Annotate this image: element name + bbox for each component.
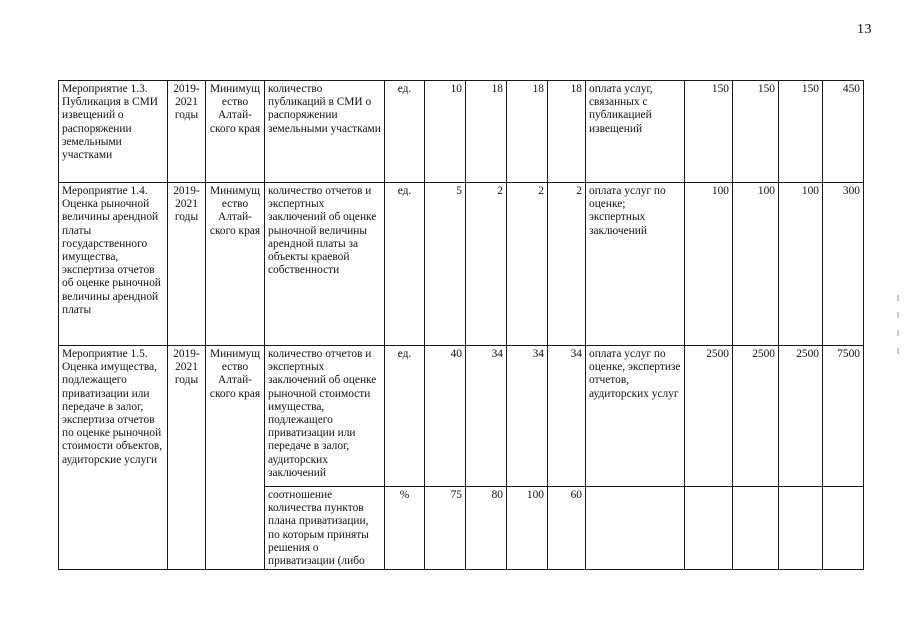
amount-cell: 100 (779, 183, 823, 346)
indicator-value-cell: 2 (466, 183, 507, 346)
table-row (59, 81, 864, 183)
executor-cell: Минимущ ество Алтай-ского края (206, 183, 265, 346)
indicator-cell: соотношение количества пунктов плана приватизации, по которым приняты решения о приватизации (либо (265, 487, 385, 570)
indicator-value-cell: 34 (466, 346, 507, 487)
amount-cell-empty (823, 487, 864, 570)
period-cell: 2019-2021 годы (168, 346, 206, 570)
indicator-value-cell: 40 (425, 346, 466, 487)
scan-mark (897, 295, 899, 301)
indicator-value-cell: 10 (425, 81, 466, 183)
scan-mark (897, 330, 899, 336)
service-cell-empty (586, 487, 685, 570)
service-cell: оплата услуг по оценке; экспертных заключений (586, 183, 685, 346)
indicator-value-cell: 60 (548, 487, 586, 570)
scan-mark (897, 348, 899, 354)
unit-cell: ед. (385, 81, 425, 183)
indicator-value-cell: 2 (507, 183, 548, 346)
measure-name-cell: Мероприятие 1.4. Оценка рыночной величины арендной платы государственного имущества, экспертиза отчетов об оценке рыночной величины арендной платы (59, 183, 168, 346)
measure-name-cell: Мероприятие 1.3. Публикация в СМИ извещений о распоряжении земельными участками (59, 81, 168, 183)
indicator-value-cell: 75 (425, 487, 466, 570)
amount-cell: 2500 (733, 346, 779, 487)
indicator-value-cell: 5 (425, 183, 466, 346)
indicator-cell: количество отчетов и экспертных заключений об оценке рыночной стоимости имущества, подлежащего приватизации или передаче в залог, аудиторских заключений (265, 346, 385, 487)
indicator-value-cell: 2 (548, 183, 586, 346)
table-row (59, 346, 864, 487)
indicator-cell: количество отчетов и экспертных заключений об оценке рыночной величины арендной платы за объекты краевой собственности (265, 183, 385, 346)
table-row (59, 183, 864, 346)
page-number: 13 (857, 22, 872, 37)
amount-cell: 100 (685, 183, 733, 346)
indicator-value-cell: 80 (466, 487, 507, 570)
amount-cell-empty (733, 487, 779, 570)
indicator-value-cell: 34 (507, 346, 548, 487)
service-cell: оплата услуг, связанных с публикацией извещений (586, 81, 685, 183)
indicator-value-cell: 34 (548, 346, 586, 487)
indicator-cell: количество публикаций в СМИ о распоряжении земельными участками (265, 81, 385, 183)
amount-cell: 150 (685, 81, 733, 183)
amount-cell-empty (685, 487, 733, 570)
amount-cell: 2500 (779, 346, 823, 487)
indicator-value-cell: 18 (466, 81, 507, 183)
amount-cell: 150 (779, 81, 823, 183)
unit-cell: ед. (385, 346, 425, 487)
amount-cell: 150 (733, 81, 779, 183)
scan-mark (897, 312, 899, 318)
unit-cell: % (385, 487, 425, 570)
period-cell: 2019-2021 годы (168, 183, 206, 346)
amount-total-cell: 300 (823, 183, 864, 346)
amount-cell: 2500 (685, 346, 733, 487)
measure-name-cell: Мероприятие 1.5. Оценка имущества, подлежащего приватизации или передаче в залог, экспертиза отчетов по оценке рыночной стоимости объектов, аудиторские услуги (59, 346, 168, 570)
unit-cell: ед. (385, 183, 425, 346)
executor-cell: Минимущ ество Алтай-ского края (206, 81, 265, 183)
amount-total-cell: 7500 (823, 346, 864, 487)
executor-cell: Минимущ ество Алтай-ского края (206, 346, 265, 570)
service-cell: оплата услуг по оценке, экспертизе отчетов, аудиторских услуг (586, 346, 685, 487)
indicator-value-cell: 100 (507, 487, 548, 570)
indicator-value-cell: 18 (548, 81, 586, 183)
indicator-value-cell: 18 (507, 81, 548, 183)
amount-cell-empty (779, 487, 823, 570)
program-measures-table (58, 80, 864, 570)
amount-cell: 100 (733, 183, 779, 346)
amount-total-cell: 450 (823, 81, 864, 183)
period-cell: 2019-2021 годы (168, 81, 206, 183)
